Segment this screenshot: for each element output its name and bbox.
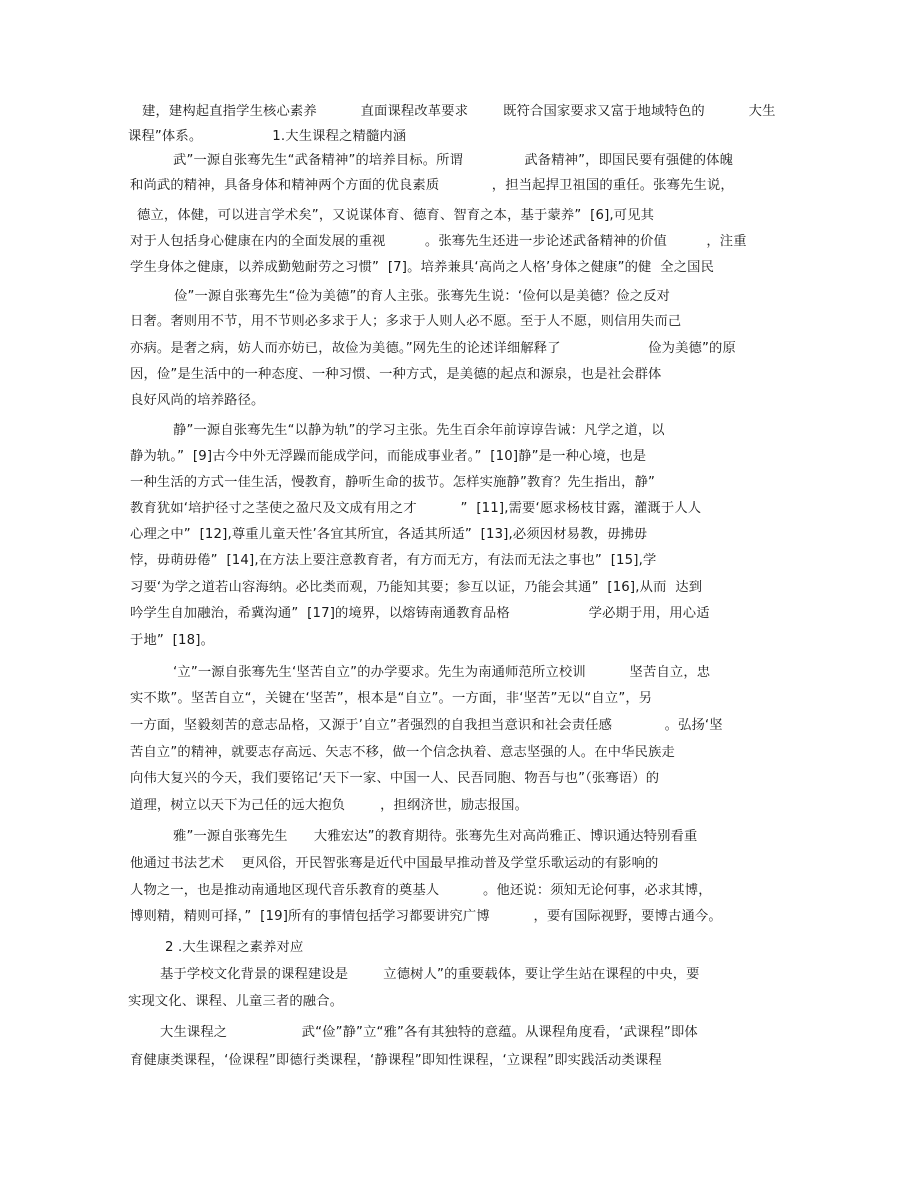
text-line: 实不欺”。坚苦自立“，关键在‘坚苦”，根本是“自立”。一方面，非‘坚苦”无以“自立”，另: [130, 691, 653, 706]
text-line: 一种生活的方式一佳生活，慢教育，静听生命的拔节。怎样实施静”教育？先生指出，静”: [130, 475, 656, 490]
text-line: 于地” [18]。: [130, 633, 215, 648]
section-heading: 2 .大生课程之素养对应: [165, 940, 304, 955]
text-line: 俭”一源自张骞先生“俭为美德”的育人主张。张骞先生说：‘俭何以是美德？俭之反对: [174, 289, 671, 304]
text-line: 实现文化、课程、儿童三者的融合。: [128, 994, 344, 1009]
text-line: ‘立”一源自张骞先生‘坚苦自立”的办学要求。先生为南通师范所立校训 坚苦自立，忠: [173, 665, 711, 680]
text-line: 静为轨。” [9]古今中外无浮躁而能成学问，而能成事业者。” [10]静”是一种心境，也是: [130, 449, 647, 464]
text-line: 武”一源自张骞先生“武备精神”的培养目标。所谓 武备精神”，即国民要有强健的体魄: [173, 153, 734, 168]
text-line: 他通过书法艺术 更风俗，开民智张骞是近代中国最早推动普及学堂乐歌运动的有影响的: [130, 856, 659, 871]
text-line: 育健康类课程，‘俭课程”即德行类课程，‘静课程”即知性课程，‘立课程”即实践活动类课程: [130, 1053, 662, 1068]
text-line: 因，俭”是生活中的一种态度、一种习惯、一种方式，是美德的起点和源泉，也是社会群体: [130, 367, 662, 382]
text-line: 建，建构起直指学生核心素养 直面课程改革要求 既符合国家要求又富于地域特色的 大生: [142, 104, 776, 119]
text-line: 悖，毋萌毋倦” [14],在方法上要注意教育者，有方而无方，有法而无法之事也” [15],学: [130, 553, 657, 568]
text-line: 亦病。是奢之病，妨人而亦妨已，故俭为美德。”网先生的论述详细解释了 俭为美德”的原: [130, 341, 736, 356]
text-line: 良好风尚的培养路径。: [130, 393, 265, 408]
text-line: 日奢。奢则用不节，用不节则必多求于人；多求于人则人必不愿。至于人不愿，则信用失而己: [130, 314, 682, 329]
text-line: 吟学生自加融治，希冀沟通” [17]的境界，以熔铸南通教育品格 学必期于用，用心适: [130, 606, 710, 621]
text-line: 基于学校文化背景的课程建设是 立德树人”的重要载体，要让学生站在课程的中央，要: [160, 967, 700, 982]
text-line: 向伟大复兴的今天，我们要铭记‘天下一家、中国一人、民吾同胞、物吾与也”（张骞语）的: [130, 771, 660, 786]
text-line: 道理，树立以天下为己任的远大抱负 ，担纲济世，励志报国。: [130, 798, 529, 813]
text-line: 博则精，精则可择，” [19]所有的事情包括学习都要讲究广博 ，要有国际视野，要博古通今。: [130, 909, 722, 924]
text-line: 习要‘为学之道若山容海纳。必比类而观，乃能知其要；参互以证，乃能会其通” [16],从而 达到: [130, 580, 703, 595]
text-line: 雅”一源自张骞先生 大雅宏达”的教育期待。张骞先生对高尚雅正、博识通达特别看重: [173, 829, 698, 844]
text-line: 心理之中” [12],尊重儿童天性’各宜其所宜，各适其所适” [13],必须因材易教，毋拂毋: [130, 527, 648, 542]
text-line: 人物之一，也是推动南通地区现代音乐教育的奠基人 。他还说：须知无论何事，必求其博，: [130, 883, 712, 898]
text-line: 和尚武的精神，具备身体和精神两个方面的优良素质 ，担当起捍卫祖国的重任。张骞先生说，: [130, 178, 734, 193]
text-line: 德立，体健，可以进言学术矣”，又说谋体育、德育、智育之本，基于蒙养” [6],可见其: [137, 208, 655, 223]
text-line: 对于人包括身心健康在内的全面发展的重视 。张骞先生还进一步论述武备精神的价值 ，注重: [130, 234, 747, 249]
text-line: 静”一源自张骞先生“以静为轨”的学习主张。先生百余年前谆谆告诫：凡学之道，以: [173, 423, 665, 438]
text-line: 一方面，坚毅刻苦的意志品格，又源于’自立”者强烈的自我担当意识和社会责任感 。弘扬‘坚: [130, 718, 723, 733]
text-line: 学生身体之健康，以养成勤勉耐劳之习惯” [7]。培养兼具‘高尚之人格’身体之健康”的健 全之国民: [130, 260, 715, 275]
text-line: 教育犹如‘培护径寸之茎使之盈尺及文成有用之才 ” [11],需要‘愿求杨枝甘露，灌溉于人人: [130, 501, 702, 516]
text-line: 课程”体系。 1.大生课程之精髓内涵: [128, 129, 407, 144]
text-line: 大生课程之 武“俭”静”立“雅”各有其独特的意蕴。从课程角度看，‘武课程”即体: [160, 1025, 698, 1040]
text-line: 苦自立”的精神，就要志存高远、矢志不移，做一个信念执着、意志坚强的人。在中华民族走: [130, 745, 675, 760]
